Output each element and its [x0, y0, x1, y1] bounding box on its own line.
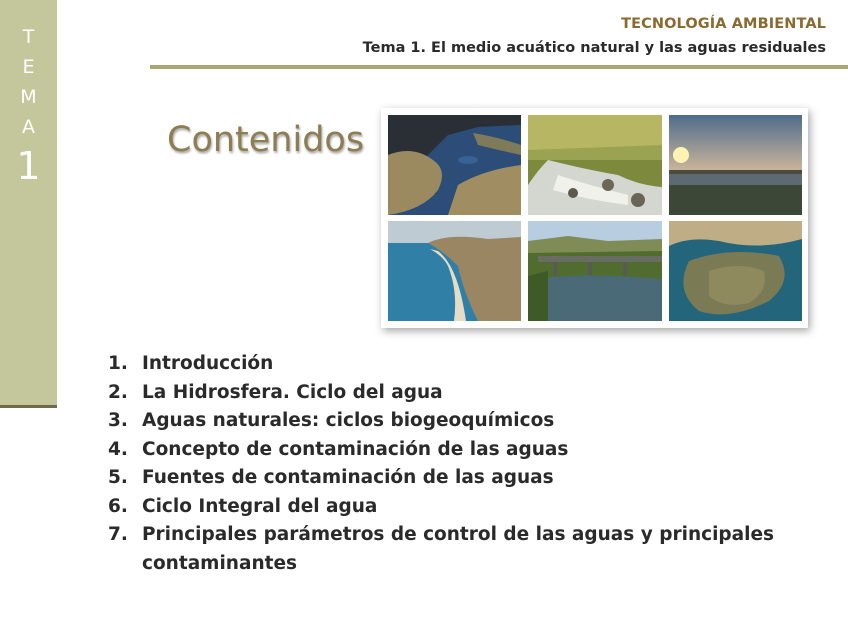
coastal-plume-photo [669, 221, 802, 321]
list-item-number: 3. [108, 410, 128, 431]
course-title: TECNOLOGÍA AMBIENTAL [621, 16, 826, 32]
list-item [108, 436, 808, 465]
list-item [108, 493, 808, 522]
list-item-number: 5. [108, 467, 128, 488]
list-item-number: 1. [108, 353, 128, 374]
list-item [108, 464, 808, 493]
list-item [108, 407, 808, 436]
list-item [108, 350, 808, 379]
list-item-number: 7. [108, 524, 128, 545]
side-tab-underline [0, 405, 57, 408]
side-tab [0, 0, 57, 405]
side-letter: E [22, 56, 35, 78]
list-item-label: Concepto de contaminación de las aguas [142, 438, 569, 460]
page-title: Contenidos [167, 120, 365, 160]
side-letter: A [22, 116, 35, 138]
list-item-number: 6. [108, 495, 128, 517]
side-letter: T [22, 26, 35, 48]
side-tab-letters [0, 22, 57, 142]
unit-title: Tema 1. El medio acuático natural y las aguas residuales [362, 40, 826, 56]
header-rule [150, 65, 848, 69]
list-item-label: La Hidrosfera. Ciclo del agua [142, 381, 443, 403]
list-item-number: 2. [108, 381, 128, 403]
list-item [108, 521, 808, 578]
list-item-label: Ciclo Integral del agua [142, 495, 378, 517]
list-item-label: Fuentes de contaminación de las aguas [142, 467, 554, 488]
side-letter: M [20, 86, 37, 108]
river-bridge-photo [528, 221, 662, 321]
photo-collage [381, 108, 808, 328]
side-tab-number: 1 [16, 144, 41, 188]
contents-list [108, 350, 808, 578]
list-item-label: Introducción [142, 353, 274, 374]
coastline-photo [388, 221, 521, 321]
list-item-label: Aguas naturales: ciclos biogeoquímicos [142, 410, 555, 431]
stream-photo [528, 115, 662, 215]
satellite-photo [388, 115, 521, 215]
list-item [108, 379, 808, 408]
list-item-number: 4. [108, 438, 128, 460]
sunset-wetland-photo [669, 115, 802, 215]
list-item-label: Principales parámetros de control de las aguas y principales contaminantes [142, 524, 775, 574]
